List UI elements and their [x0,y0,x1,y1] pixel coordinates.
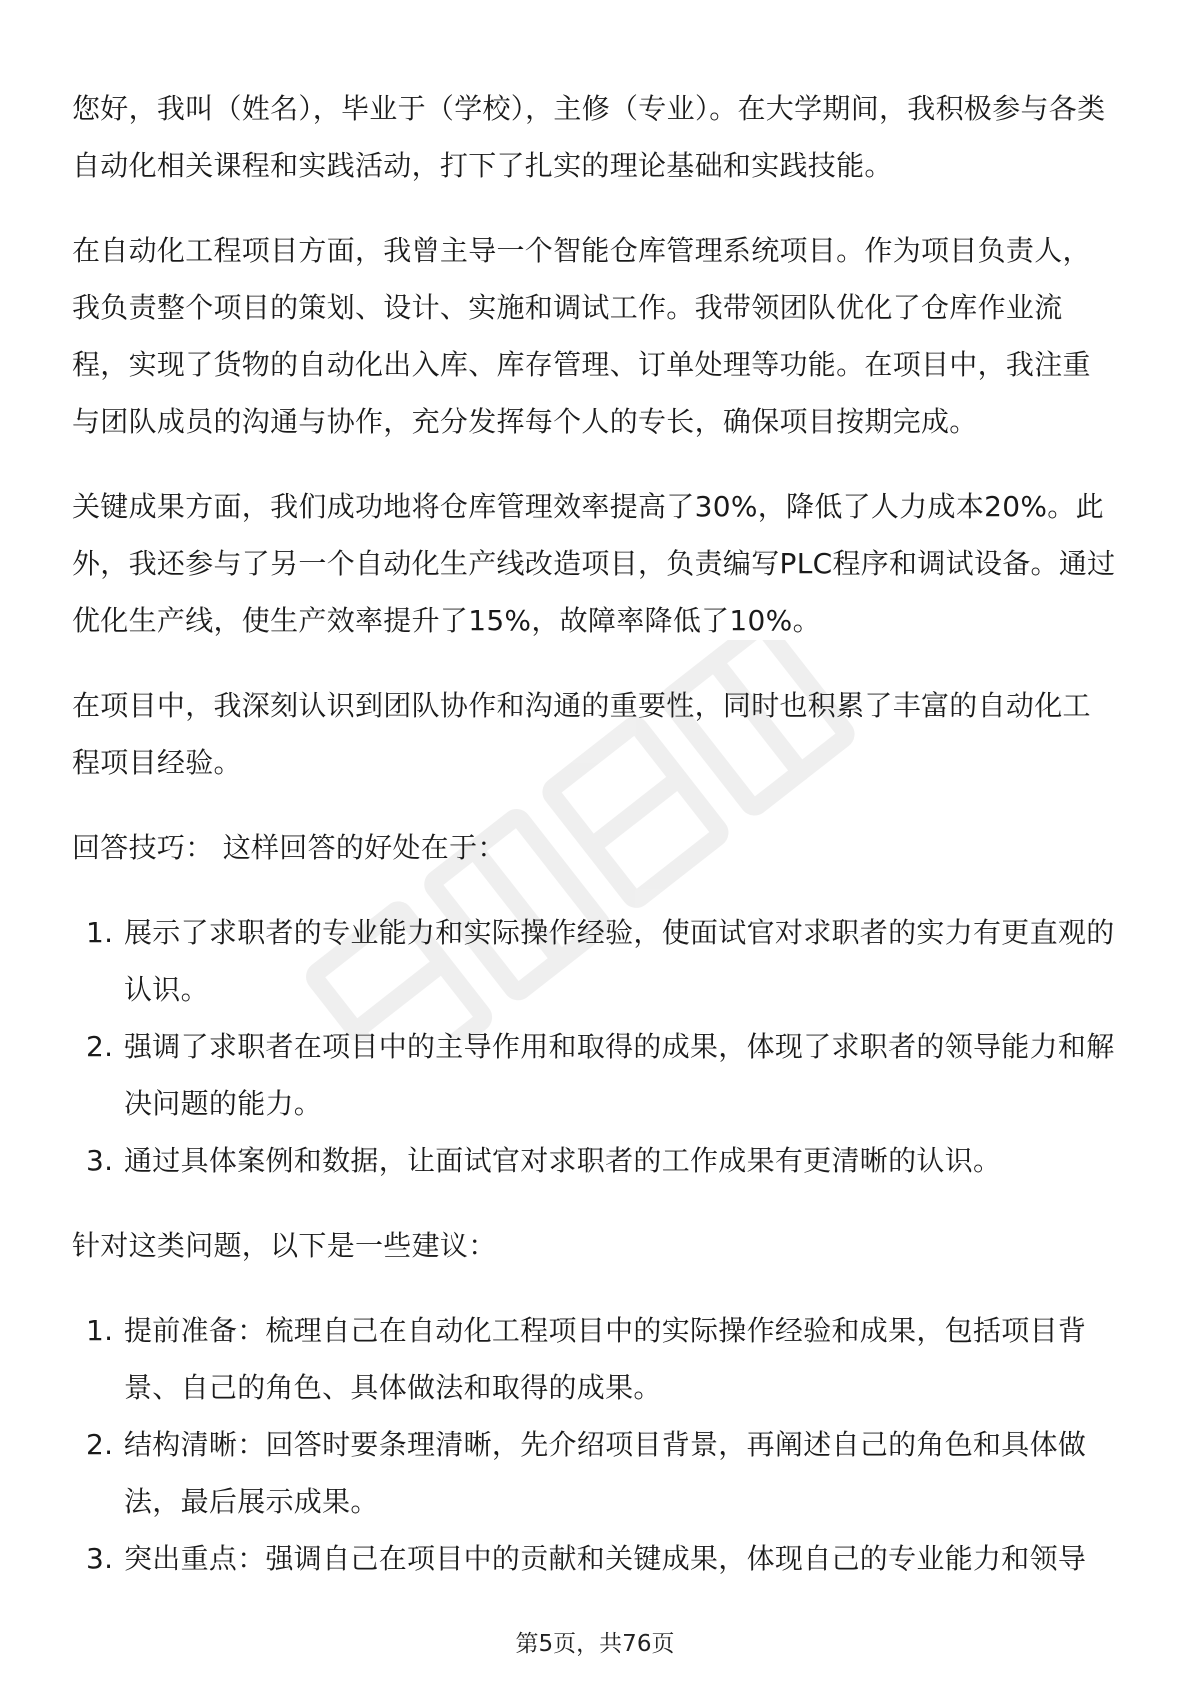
project-paragraph: 在自动化工程项目方面，我曾主导一个智能仓库管理系统项目。作为项目负责人，我负责整个项目的策划、设计、实施和调试工作。我带领团队优化了仓库作业流程，实现了货物的自动化出入库、库存管理、订单处理等功能。在项目中，我注重与团队成员的沟通与协作，充分发挥每个人的专长，确保项目按期完成。 [72,234,1091,438]
list-item [72,904,1117,1018]
list-item-text: 通过具体案例和数据，让面试官对求职者的工作成果有更清晰的认识。 [124,1144,1002,1177]
document-body [72,80,1117,1615]
list-number: 2. [86,1428,114,1461]
list-item-text: 结构清晰：回答时要条理清晰，先介绍项目背景，再阐述自己的角色和具体做法，最后展示成果。 [124,1428,1087,1518]
list-item [72,1416,1117,1530]
results-paragraph: 关键成果方面，我们成功地将仓库管理效率提高了30%，降低了人力成本20%。此外，我还参与了另一个自动化生产线改造项目，负责编写PLC程序和调试设备。通过优化生产线，使生产效率提升了15%，故障率降低了10%。 [72,490,1116,637]
page-footer: 第5页，共76页 [515,1631,675,1657]
intro-paragraph: 您好，我叫（姓名），毕业于（学校），主修（专业）。在大学期间，我积极参与各类自动化相关课程和实践活动，打下了扎实的理论基础和实践技能。 [72,92,1106,182]
reflection-paragraph: 在项目中，我深刻认识到团队协作和沟通的重要性，同时也积累了丰富的自动化工程项目经验。 [72,689,1091,779]
tips-heading: 回答技巧： 这样回答的好处在于： [72,831,506,864]
list-item [72,1530,1117,1587]
list-item-text: 提前准备：梳理自己在自动化工程项目中的实际操作经验和成果，包括项目背景、自己的角色、具体做法和取得的成果。 [124,1314,1087,1404]
list-item-text: 展示了求职者的专业能力和实际操作经验，使面试官对求职者的实力有更直观的认识。 [124,916,1115,1006]
list-item-text: 突出重点：强调自己在项目中的贡献和关键成果，体现自己的专业能力和领导 [124,1542,1087,1575]
list-item [72,1132,1117,1189]
list-item-text: 强调了求职者在项目中的主导作用和取得的成果，体现了求职者的领导能力和解决问题的能力。 [124,1030,1115,1120]
advice-heading: 针对这类问题，以下是一些建议： [72,1229,497,1262]
list-number: 1. [86,916,114,949]
list-number: 3. [86,1144,114,1177]
advice-list [72,1302,1117,1587]
list-number: 2. [86,1030,114,1063]
list-item [72,1302,1117,1416]
list-number: 1. [86,1314,114,1347]
list-number: 3. [86,1542,114,1575]
list-item [72,1018,1117,1132]
tips-list [72,904,1117,1189]
